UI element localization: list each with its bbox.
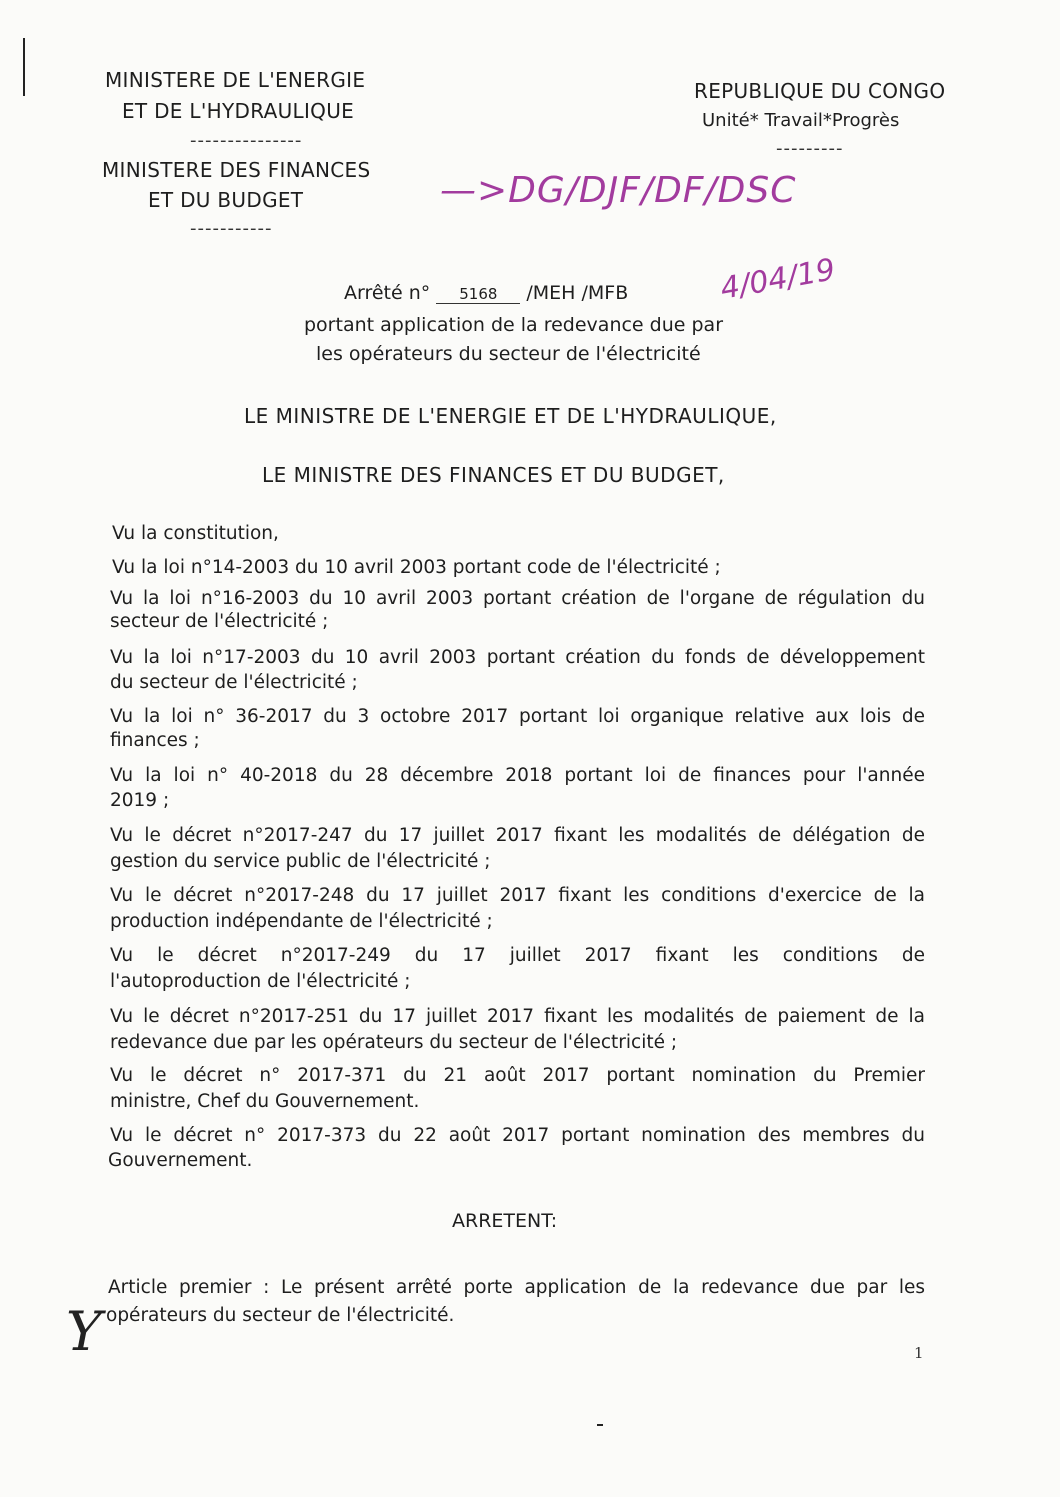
article-1-line2: opérateurs du secteur de l'électricité.: [106, 1305, 455, 1326]
visa-line: Gouvernement.: [108, 1150, 253, 1171]
decree-number: 5168: [436, 285, 520, 304]
header-separator: ---------------: [190, 130, 303, 151]
visa-line: du secteur de l'électricité ;: [110, 672, 358, 693]
visa-line: finances ;: [110, 730, 200, 751]
article-1-label: Article premier: [108, 1277, 252, 1298]
motto-separator: ---------: [776, 138, 844, 159]
visa-line: Vu le décret n°2017-248 du 17 juillet 2017 fixant les conditions d'exercice de la: [110, 885, 925, 906]
decree-title-line3: les opérateurs du secteur de l'électricité: [316, 343, 701, 365]
republic-name: REPUBLIQUE DU CONGO: [694, 79, 946, 103]
visa-line: Vu la loi n°14-2003 du 10 avril 2003 portant code de l'électricité ;: [112, 557, 721, 578]
header-separator-2: -----------: [190, 218, 273, 239]
decree-title-line2: portant application de la redevance due par: [304, 314, 724, 336]
minister-energy: LE MINISTRE DE L'ENERGIE ET DE L'HYDRAULIQUE,: [244, 404, 777, 428]
ministry-finance-line1: MINISTERE DES FINANCES: [102, 158, 371, 182]
visa-line: production indépendante de l'électricité ;: [110, 911, 493, 932]
page-number: 1: [914, 1344, 924, 1362]
visa-line: secteur de l'électricité ;: [110, 611, 329, 632]
visa-line: Vu le décret n° 2017-371 du 21 août 2017 portant nomination du Premier: [110, 1065, 925, 1086]
margin-mark: [23, 38, 25, 96]
ministry-finance-line2: ET DU BUDGET: [148, 188, 304, 212]
visa-line: 2019 ;: [110, 790, 170, 811]
handwritten-initial: Y: [66, 1300, 102, 1363]
visa-line: Vu le décret n°2017-247 du 17 juillet 2017 fixant les modalités de délégation de: [110, 825, 925, 846]
ministry-energy-line2: ET DE L'HYDRAULIQUE: [122, 99, 355, 123]
bottom-mark: [597, 1424, 603, 1426]
visa-line: l'autoproduction de l'électricité ;: [110, 971, 411, 992]
visa-line: Vu la loi n° 40-2018 du 28 décembre 2018 portant loi de finances pour l'année: [110, 765, 925, 786]
visa-line: Vu la loi n°17-2003 du 10 avril 2003 portant création du fonds de développement: [110, 647, 925, 668]
handwritten-routing: —>DG/DJF/DF/DSC: [440, 170, 797, 211]
visa-line: gestion du service public de l'électricité ;: [110, 851, 491, 872]
arretent-heading: ARRETENT:: [452, 1210, 558, 1232]
article-1-line1: [108, 1275, 925, 1301]
republic-motto: Unité* Travail*Progrès: [702, 110, 900, 131]
visa-line: Vu le décret n°2017-249 du 17 juillet 2017 fixant les conditions de: [110, 945, 925, 966]
decree-title-line1: [344, 282, 628, 304]
visa-line: Vu la constitution,: [112, 523, 279, 544]
minister-finance: LE MINISTRE DES FINANCES ET DU BUDGET,: [262, 463, 725, 487]
decree-prefix: Arrêté n°: [344, 282, 431, 304]
visa-line: Vu le décret n° 2017-373 du 22 août 2017 portant nomination des membres du: [110, 1125, 925, 1146]
visa-line: Vu la loi n°16-2003 du 10 avril 2003 portant création de l'organe de régulation du: [110, 588, 925, 609]
handwritten-date: 4/04/19: [717, 252, 838, 307]
article-1-text: : Le présent arrêté porte application de la redevance due par les: [251, 1277, 925, 1298]
visa-line: ministre, Chef du Gouvernement.: [110, 1091, 420, 1112]
ministry-energy-line1: MINISTERE DE L'ENERGIE: [105, 68, 366, 92]
decree-suffix: /MEH /MFB: [526, 282, 629, 304]
visa-line: Vu la loi n° 36-2017 du 3 octobre 2017 portant loi organique relative aux lois de: [110, 706, 925, 727]
visa-line: redevance due par les opérateurs du secteur de l'électricité ;: [110, 1032, 678, 1053]
visa-line: Vu le décret n°2017-251 du 17 juillet 2017 fixant les modalités de paiement de la: [110, 1006, 925, 1027]
